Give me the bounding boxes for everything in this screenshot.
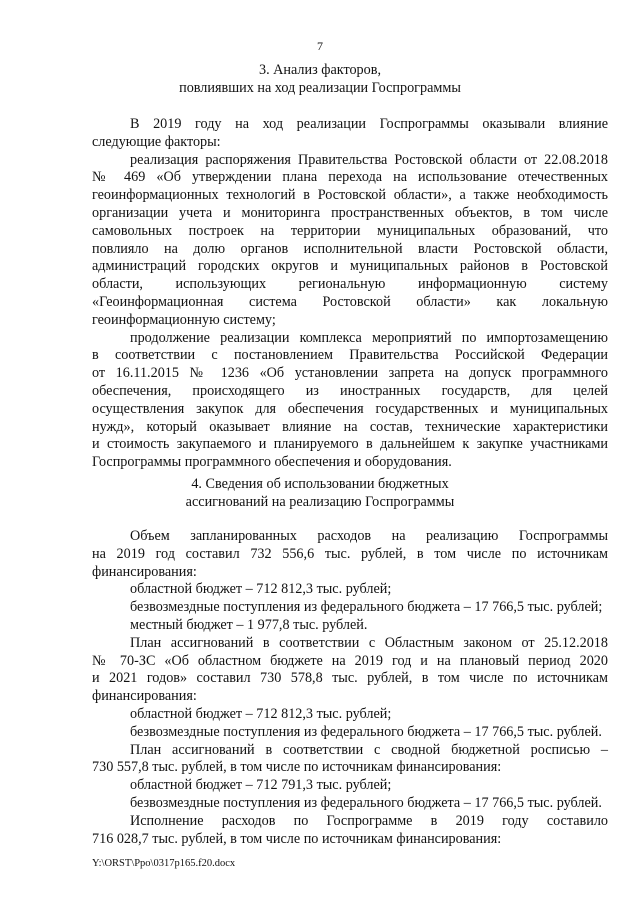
text-line: финансирования: [92, 688, 197, 705]
text-line: № 469 «Об утверждении плана перехода на использование отечественных [92, 169, 608, 186]
text-line: реализация распоряжения Правительства Ростовской области от 22.08.2018 [130, 151, 608, 168]
text-line: 730 557,8 тыс. рублей, в том числе по источникам финансирования: [92, 759, 502, 776]
text-line: продолжение реализации комплекса мероприятий по импортозамещению [130, 329, 608, 346]
text-line: геоинформационную систему; [92, 311, 276, 328]
section-4-title-line: 4. Сведения об использовании бюджетных [191, 476, 449, 492]
text-line: от 16.11.2015 № 1236 «Об установлении запрета на допуск программного [92, 365, 608, 382]
section-4-title-line: ассигнований на реализацию Госпрограммы [185, 493, 455, 510]
section-3-title-line: повлиявших на ход реализации Госпрограммы [179, 79, 461, 96]
section-3-body [92, 116, 608, 472]
text-line: на 2019 год составил 732 556,6 тыс. рублей, в том числе по источникам [92, 545, 608, 562]
text-line: областной бюджет – 712 812,3 тыс. рублей; [130, 581, 392, 598]
text-line: областной бюджет – 712 791,3 тыс. рублей; [130, 777, 392, 794]
text-line: План ассигнований в соответствии с сводной бюджетной росписью – [130, 741, 608, 758]
text-line: План ассигнований в соответствии с Областным законом от 25.12.2018 [130, 634, 608, 651]
text-line: администраций городских округов и муниципальных районов в Ростовской [92, 258, 608, 275]
file-path-footer: Y:\ORST\Ppo\0317p165.f20.docx [92, 858, 236, 869]
section-3-title-line: 3. Анализ факторов, [258, 62, 381, 78]
text-line: следующие факторы: [92, 133, 221, 150]
text-line: Объем запланированных расходов на реализацию Госпрограммы [130, 528, 608, 544]
text-line: финансирования: [92, 563, 197, 580]
text-line: повлияло на долю органов исполнительной власти Ростовской области, [92, 240, 608, 257]
text-line: «Геоинформационная система Ростовской области» как локальную [92, 293, 608, 310]
text-line: и стоимость закупаемого и планируемого в дальнейшем к закупке участниками [92, 436, 608, 453]
text-line: области, использующих региональную информационную систему [92, 276, 608, 293]
text-line: № 70-ЗС «Об областном бюджете на 2019 год и на плановый период 2020 [92, 652, 608, 669]
text-line: областной бюджет – 712 812,3 тыс. рублей; [130, 705, 392, 722]
text-line: и 2021 годов» составил 730 578,8 тыс. рублей, в том числе по источникам [92, 670, 608, 687]
text-line: организации учета и мониторинга пространственных объектов, в том числе [92, 204, 608, 221]
text-line: Исполнение расходов по Госпрограмме в 2019 году составило [130, 812, 608, 829]
text-line: самовольных построек на территории муниципальных образований, что [92, 222, 608, 239]
text-line: безвозмездные поступления из федерального бюджета – 17 766,5 тыс. рублей. [130, 723, 602, 740]
text-line: обеспечения, происходящего из иностранных государств, для целей [92, 382, 608, 399]
page-number: 7 [317, 39, 323, 53]
section-3-heading [0, 62, 640, 98]
text-line: геоинформационных технологий в Ростовской области», а также необходимость [92, 187, 608, 204]
text-line: Госпрограммы программного обеспечения и оборудования. [92, 454, 452, 471]
text-line: осуществления закупок для обеспечения государственных и муниципальных [92, 400, 608, 417]
text-line: 716 028,7 тыс. рублей, в том числе по источникам финансирования: [92, 830, 502, 847]
text-line: В 2019 году на ход реализации Госпрограммы оказывали влияние [130, 116, 608, 132]
section-4-body [92, 528, 608, 848]
text-line: местный бюджет – 1 977,8 тыс. рублей. [130, 616, 368, 633]
text-line: в соответствии с постановлением Правительства Российской Федерации [92, 347, 608, 364]
section-4-heading [0, 476, 640, 512]
text-line: безвозмездные поступления из федерального бюджета – 17 766,5 тыс. рублей; [130, 599, 603, 616]
text-line: безвозмездные поступления из федерального бюджета – 17 766,5 тыс. рублей. [130, 794, 602, 811]
text-line: нужд», который оказывает влияние на состав, технические характеристики [92, 418, 608, 435]
